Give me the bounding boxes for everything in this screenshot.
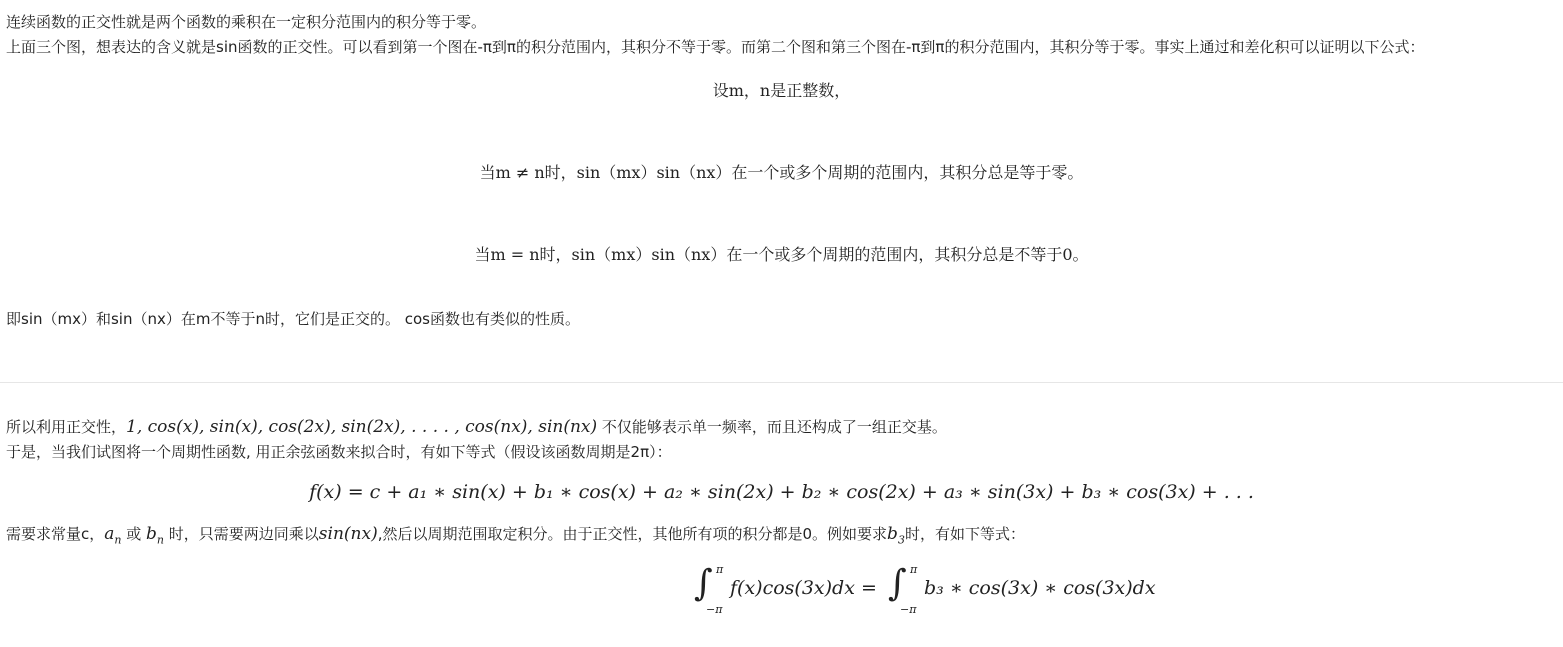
basis-functions-math: 1, cos(x), sin(x), cos(2x), sin(2x), . . . . , cos(nx), sin(nx) <box>126 417 598 437</box>
formula-m-not-equal-n: 当m ≠ n时，sin（mx）sin（nx）在一个或多个周期的范围内，其积分总是等于零。 <box>479 163 1084 182</box>
paragraph-sin-orthogonality: 上面三个图，想表达的含义就是sin函数的正交性。可以看到第一个图在-π到π的积分范围内，其积分不等于零。而第二个图和第三个图在-π到π的积分范围内，其积分等于零。事实上通过和差化积可以证明以下公式： <box>6 38 1425 56</box>
formula-m-n-integers: 设m，n是正整数， <box>712 81 851 100</box>
paragraph-periodic-fitting: 于是，当我们试图将一个周期性函数, 用正余弦函数来拟合时，有如下等式（假设该函数周期是2π）： <box>6 443 672 461</box>
coef-text-a: 需要求常量c， <box>6 525 105 543</box>
coef-bn: $b_n$ <box>146 524 165 547</box>
paragraph-sin-cos-property: 即sin（mx）和sin（nx）在m不等于n时，它们是正交的。 cos函数也有类似的性质。 <box>6 310 580 328</box>
paragraph-orthogonality-intro: 连续函数的正交性就是两个函数的乘积在一定积分范围内的积分等于零。 <box>6 13 487 31</box>
coef-text-d: 时，有如下等式： <box>904 525 1025 543</box>
coef-b3: $b_3$ <box>887 524 905 547</box>
coef-text-b: 时，只需要两边同乘以 <box>164 525 319 543</box>
basis-suffix: 不仅能够表示单一频率，而且还构成了一组正交基。 <box>597 418 947 436</box>
integral-upper-right: π <box>910 563 918 576</box>
coef-text-c: ,然后以周期范围取定积分。由于正交性，其他所有项的积分都是0。例如要求 <box>377 525 888 543</box>
basis-prefix: 所以利用正交性， <box>6 418 127 436</box>
integral-left-expression: f(x)cos(3x)dx = <box>730 577 877 599</box>
formula-m-equal-n: 当m = n时，sin（mx）sin（nx）在一个或多个周期的范围内，其积分总是不等于0。 <box>474 245 1089 264</box>
section-divider <box>0 382 1563 383</box>
integral-right-expression: b₃ ∗ cos(3x) ∗ cos(3x)dx <box>924 577 1156 599</box>
integral-sign-left: ∫ <box>694 563 713 604</box>
paragraph-orthogonal-basis <box>6 417 947 437</box>
formula-fourier-series: f(x) = c + a₁ ∗ sin(x) + b₁ ∗ cos(x) + a₂ ∗ sin(2x) + b₂ ∗ cos(2x) + a₃ ∗ sin(3x) + b₃ ∗ cos(3x) + . . . <box>309 481 1254 503</box>
coef-sinnx: sin(nx) <box>318 524 378 544</box>
paragraph-coefficient-method <box>6 524 1025 550</box>
integral-upper-left: π <box>716 563 724 576</box>
integral-lower-left: −π <box>706 603 723 616</box>
coef-an: $a_n$ <box>104 524 122 547</box>
integral-sign-right: ∫ <box>888 563 907 604</box>
coef-text-or: 或 <box>121 525 147 543</box>
integral-lower-right: −π <box>900 603 917 616</box>
